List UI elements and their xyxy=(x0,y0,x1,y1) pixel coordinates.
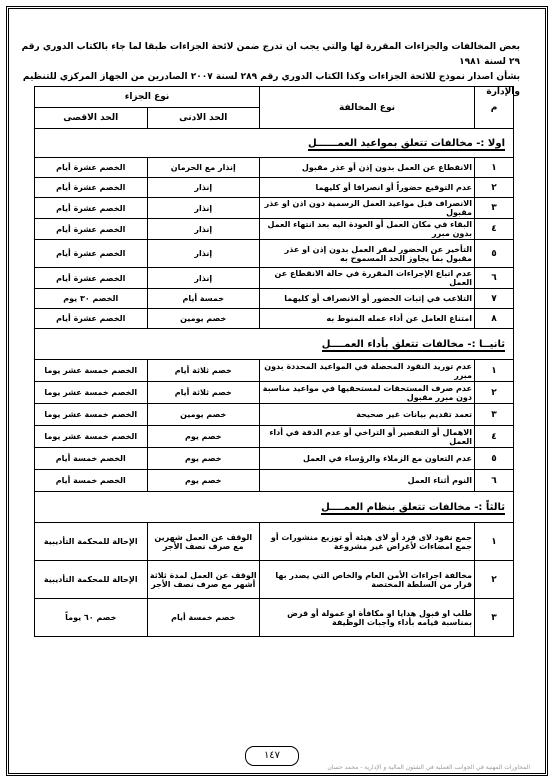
table-row xyxy=(35,448,514,470)
table-row xyxy=(35,382,514,404)
cell-desc: مخالفة اجراءات الأمن العام والخاص التي يصدر بها قرار من السلطة المختصة xyxy=(260,561,475,599)
cell-desc: الانصراف قبل مواعيد العمل الرسمية دون اذن او عذر مقبول xyxy=(260,198,475,219)
cell-desc: التلاعب في إثبات الحضور أو الانصراف أو كليهما xyxy=(260,289,475,309)
header-min: الحد الادنى xyxy=(147,108,260,129)
cell-max: الخصم خمسة عشر يوما xyxy=(35,360,148,382)
cell-max: الخصم خمسة أيام xyxy=(35,448,148,470)
table-row xyxy=(35,360,514,382)
intro-line-1: بعض المخالفات والجزاءات المقررة لها والتي يجب ان تدرج ضمن لائحة الجزاءات طبقا لما جاء بالكتاب الدوري رقم ٢٩ لسنة ١٩٨١ xyxy=(21,42,520,67)
cell-desc: عدم التعاون مع الزملاء والرؤساء في العمل xyxy=(260,448,475,470)
cell-num: ٤ xyxy=(475,426,514,448)
header-violation: نوع المخالفة xyxy=(260,87,475,129)
table-row xyxy=(35,198,514,219)
cell-max: خصم ٦٠ يوماً xyxy=(35,599,148,637)
table-row xyxy=(35,289,514,309)
cell-desc: النوم أثناء العمل xyxy=(260,470,475,492)
cell-desc: عدم اتباع الإجراءات المقررة في حالة الانقطاع عن العمل xyxy=(260,268,475,289)
cell-num: ١ xyxy=(475,158,514,178)
cell-max: الإحالة للمحكمة التأديبية xyxy=(35,523,148,561)
cell-min: إنذار xyxy=(147,178,260,198)
cell-min: خصم يومين xyxy=(147,404,260,426)
cell-min: خصم يوم xyxy=(147,426,260,448)
cell-num: ٣ xyxy=(475,198,514,219)
cell-min: خصم يوم xyxy=(147,470,260,492)
page-number: ١٤٧ xyxy=(245,746,299,766)
cell-min: إنذار xyxy=(147,219,260,240)
cell-desc: تعمد تقديم بيانات غير صحيحة xyxy=(260,404,475,426)
cell-num: ٢ xyxy=(475,561,514,599)
cell-min: خمسة أيام xyxy=(147,289,260,309)
cell-max: الخصم ٣٠ يوم xyxy=(35,289,148,309)
cell-num: ٣ xyxy=(475,404,514,426)
cell-num: ٧ xyxy=(475,289,514,309)
cell-max: الخصم عشرة أيام xyxy=(35,219,148,240)
cell-desc: الاهمال أو التقصير أو التراخي أو عدم الدقة في أداء العمل xyxy=(260,426,475,448)
cell-max: الخصم خمسة عشر يوما xyxy=(35,426,148,448)
table-row xyxy=(35,268,514,289)
cell-desc: عدم التوقيع حضوراً أو انصرافا أو كليهما xyxy=(260,178,475,198)
table-row xyxy=(35,309,514,329)
cell-desc: الانقطاع عن العمل بدون إذن أو عذر مقبول xyxy=(260,158,475,178)
cell-min: إنذار xyxy=(147,198,260,219)
cell-min: الوقف عن العمل لمدة ثلاثة أشهر مع صرف نصف الأجر xyxy=(147,561,260,599)
cell-num: ٢ xyxy=(475,382,514,404)
cell-desc: عدم صرف المستحقات لمستحقيها في مواعيد مناسبة دون مبرر مقبول xyxy=(260,382,475,404)
header-max: الحد الاقصى xyxy=(35,108,148,129)
section-row xyxy=(35,329,514,360)
cell-min: إنذار مع الحرمان xyxy=(147,158,260,178)
table-row xyxy=(35,240,514,268)
section-title-text: اولا :- مخالفات تتعلق بمواعيد العمــــــل xyxy=(308,137,505,149)
intro-line-2: بشأن اصدار نموذج للائحة الجزاءات وكذا الكتاب الدوري رقم ٢٨٩ لسنة ٢٠٠٧ الصادرين من الجهاز المركزي للتنظيم والإدارة xyxy=(22,72,520,97)
cell-num: ٥ xyxy=(475,448,514,470)
cell-max: الإحالة للمحكمة التأديبية xyxy=(35,561,148,599)
cell-num: ٥ xyxy=(475,240,514,268)
table-row xyxy=(35,219,514,240)
cell-min: خصم خمسة أيام xyxy=(147,599,260,637)
table-row xyxy=(35,599,514,637)
section-title-text: ثانيــا :- مخالفات تتعلق بأداء العمــــل xyxy=(321,338,505,350)
cell-num: ٢ xyxy=(475,178,514,198)
section-row xyxy=(35,129,514,158)
section-title xyxy=(35,329,514,360)
cell-max: الخصم عشرة أيام xyxy=(35,268,148,289)
cell-min: إنذار xyxy=(147,268,260,289)
section-row xyxy=(35,492,514,523)
cell-num: ١ xyxy=(475,523,514,561)
cell-desc: عدم توريد النقود المحصلة في المواعيد المحددة بدون مبرر xyxy=(260,360,475,382)
header-num: م xyxy=(475,87,514,129)
cell-min: الوقف عن العمل شهرين مع صرف نصف الأجر xyxy=(147,523,260,561)
table-row xyxy=(35,404,514,426)
cell-num: ١ xyxy=(475,360,514,382)
section-title-text: ثالثاً :- مخالفات تتعلق بنظام العمــــل xyxy=(321,501,505,513)
section-title xyxy=(35,492,514,523)
cell-max: الخصم خمسة عشر يوما xyxy=(35,404,148,426)
cell-max: الخصم عشرة أيام xyxy=(35,240,148,268)
cell-max: الخصم خمسة عشر يوما xyxy=(35,382,148,404)
table-row xyxy=(35,426,514,448)
cell-desc: البقاء في مكان العمل أو العودة اليه بعد انتهاء العمل بدون مبرر xyxy=(260,219,475,240)
cell-num: ٦ xyxy=(475,268,514,289)
table-row xyxy=(35,178,514,198)
section-title xyxy=(35,129,514,158)
table-row xyxy=(35,561,514,599)
table-row xyxy=(35,470,514,492)
penalties-table xyxy=(34,86,514,637)
cell-min: إنذار xyxy=(147,240,260,268)
footnote: المحاورات المهنية في الجوانب العملية في الشئون المالية و الإدارية - محمد حسان xyxy=(327,764,530,771)
cell-desc: التأخير عن الحضور لمقر العمل بدون إذن او عذر مقبول بما يجاوز الحد المسموح به xyxy=(260,240,475,268)
table-row xyxy=(35,158,514,178)
cell-num: ٦ xyxy=(475,470,514,492)
cell-max: الخصم عشرة أيام xyxy=(35,158,148,178)
cell-num: ٤ xyxy=(475,219,514,240)
cell-max: الخصم خمسة أيام xyxy=(35,470,148,492)
table-row xyxy=(35,523,514,561)
cell-num: ٨ xyxy=(475,309,514,329)
cell-max: الخصم عشرة أيام xyxy=(35,198,148,219)
cell-num: ٣ xyxy=(475,599,514,637)
header-penalty: نوع الجزاء xyxy=(35,87,260,108)
cell-min: خصم ثلاثة أيام xyxy=(147,360,260,382)
cell-min: خصم يومين xyxy=(147,309,260,329)
cell-max: الخصم عشرة أيام xyxy=(35,178,148,198)
cell-min: خصم يوم xyxy=(147,448,260,470)
cell-min: خصم ثلاثة أيام xyxy=(147,382,260,404)
cell-desc: طلب او قبول هدايا او مكافأة او عمولة أو قرض بمناسبة قيامه بأداء واجبات الوظيفة xyxy=(260,599,475,637)
cell-desc: جمع نقود لاى فرد أو لاى هيئة أو توزيع منشورات أو جمع امضاءات لأغراض غير مشروعة xyxy=(260,523,475,561)
cell-max: الخصم عشرة أيام xyxy=(35,309,148,329)
cell-desc: امتناع العامل عن أداء عمله المنوط به xyxy=(260,309,475,329)
